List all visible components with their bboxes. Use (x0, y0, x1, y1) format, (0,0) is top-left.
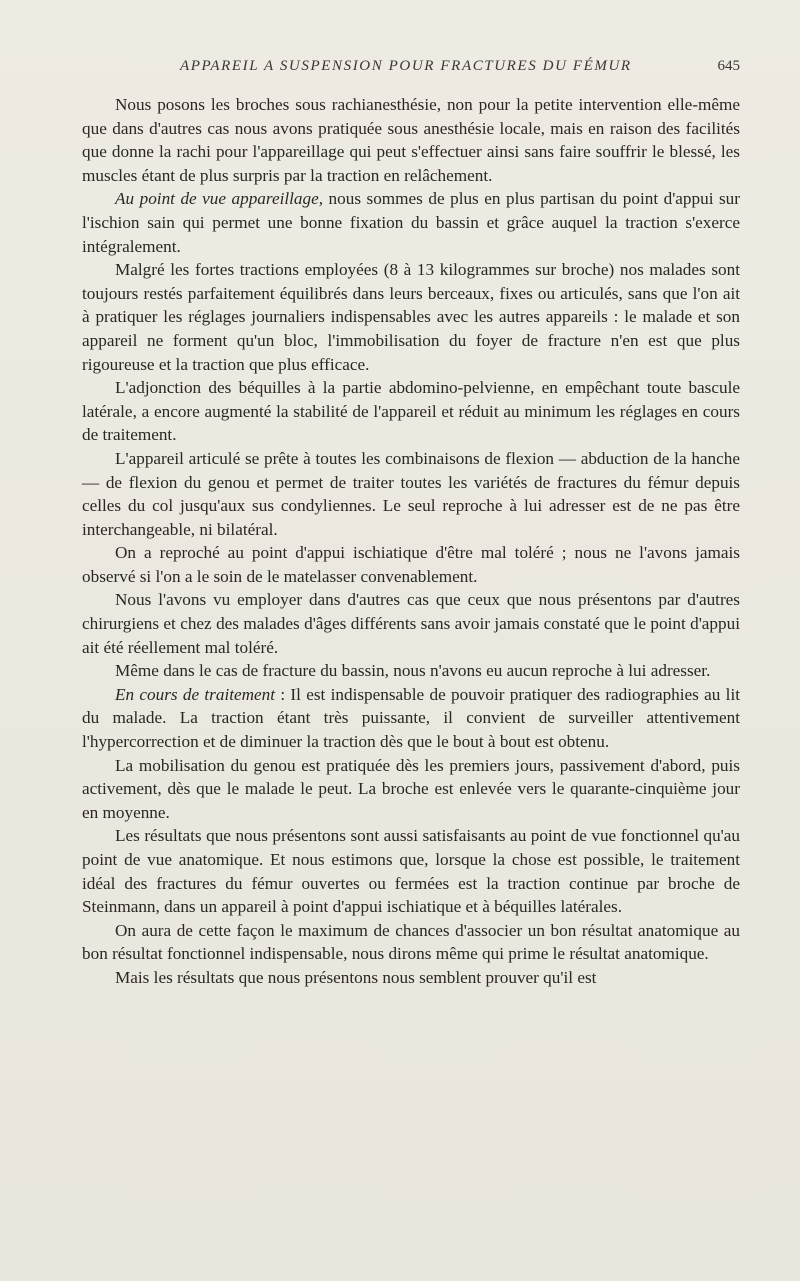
paragraph (82, 541, 740, 588)
paragraph (82, 376, 740, 447)
paragraph-text: Nous posons les broches sous rachianesthésie, non pour la petite intervention elle-même que dans d'autres cas nous avons pratiquée sous anesthésie locale, mais en raison des facilités que donne la rachi pour l'appareillage qui peut s'effectuer ainsi sans faire souffrir le blessé, les muscles étant de plus surpris par la traction en relâchement. (82, 95, 740, 185)
paragraph (82, 754, 740, 825)
paragraph-text: Nous l'avons vu employer dans d'autres cas que ceux que nous présentons par d'autres chirurgiens et chez des malades d'âges différents sans avoir jamais constaté que le point d'appui ait été réellement mal toléré. (82, 590, 740, 657)
body-text (82, 93, 740, 990)
paragraph-text: On a reproché au point d'appui ischiatique d'être mal toléré ; nous ne l'avons jamais observé si l'on a le soin de le matelasser convenablement. (82, 543, 740, 586)
paragraph (82, 824, 740, 918)
running-head (80, 58, 740, 80)
paragraph (82, 447, 740, 541)
paragraph-text: Même dans le cas de fracture du bassin, nous n'avons eu aucun reproche à lui adresser. (115, 661, 711, 681)
paragraph (82, 588, 740, 659)
paragraph-text: Les résultats que nous présentons sont aussi satisfaisants au point de vue fonctionnel qu'au point de vue anatomique. Et nous estimons que, lorsque la chose est possible, le traitement idéal des fractures du fémur ouvertes ou fermées est la traction continue par broche de Steinmann, dans un appareil à point d'appui ischiatique et à béquilles latérales. (82, 826, 740, 917)
paragraph (82, 187, 740, 258)
paragraph (82, 93, 740, 187)
paragraph-text: L'adjonction des béquilles à la partie abdomino-pelvienne, en empêchant toute bascule latérale, a encore augmenté la stabilité de l'appareil et réduit au minimum les réglages en cours de traitement. (82, 378, 740, 445)
running-title: APPAREIL A SUSPENSION POUR FRACTURES DU FÉMUR (180, 58, 632, 74)
paragraph-text: On aura de cette façon le maximum de chances d'associer un bon résultat anatomique au bon résultat fonctionnel indispensable, nous dirons même qui prime le résultat anatomique. (82, 920, 740, 964)
paragraph (82, 966, 740, 990)
paragraph (82, 919, 740, 966)
paragraph-text: Mais les résultats que nous présentons nous semblent prouver qu'il est (115, 967, 597, 987)
page-number: 645 (717, 58, 740, 74)
paragraph (82, 683, 740, 754)
paragraph-lead: Au point de vue appareillage, (115, 189, 324, 209)
paragraph-text: Malgré les fortes tractions employées (8 à 13 kilogrammes sur broche) nos malades sont toujours restés parfaitement équilibrés dans leurs berceaux, fixes ou articulés, sans que l'on ait à pratiquer les réglages journaliers indispensables avec les autres appareils : le malade et son appareil ne forment qu'un bloc, l'immobilisation du foyer de fracture n'en est que plus rigoureuse et la traction que plus efficace. (82, 260, 740, 374)
paragraph-lead: En cours de traitement (115, 684, 276, 704)
paragraph (82, 659, 740, 683)
paragraph-text: nous sommes de plus en plus partisan du point d'appui sur l'ischion sain qui permet une bonne fixation du bassin et grâce auquel la traction s'exerce intégralement. (82, 189, 740, 256)
paragraph-text: L'appareil articulé se prête à toutes les combinaisons de flexion — abduction de la hanche — de flexion du genou et permet de traiter toutes les variétés de fractures du fémur depuis celles du col jusqu'aux sus condyliennes. Le seul reproche à lui adresser est de ne pas être interchangeable, ni bilatéral. (82, 448, 740, 539)
paragraph-text: La mobilisation du genou est pratiquée dès les premiers jours, passivement d'abord, puis activement, dès que le malade le peut. La broche est enlevée vers le quarante-cinquième jour en moyenne. (82, 755, 740, 822)
paragraph (82, 258, 740, 376)
paragraph-text: : Il est indispensable de pouvoir pratiquer des radiographies au lit du malade. La traction étant très puissante, il convient de surveiller attentivement l'hypercorrection et de diminuer la traction dès que le bout à bout est obtenu. (82, 684, 741, 752)
